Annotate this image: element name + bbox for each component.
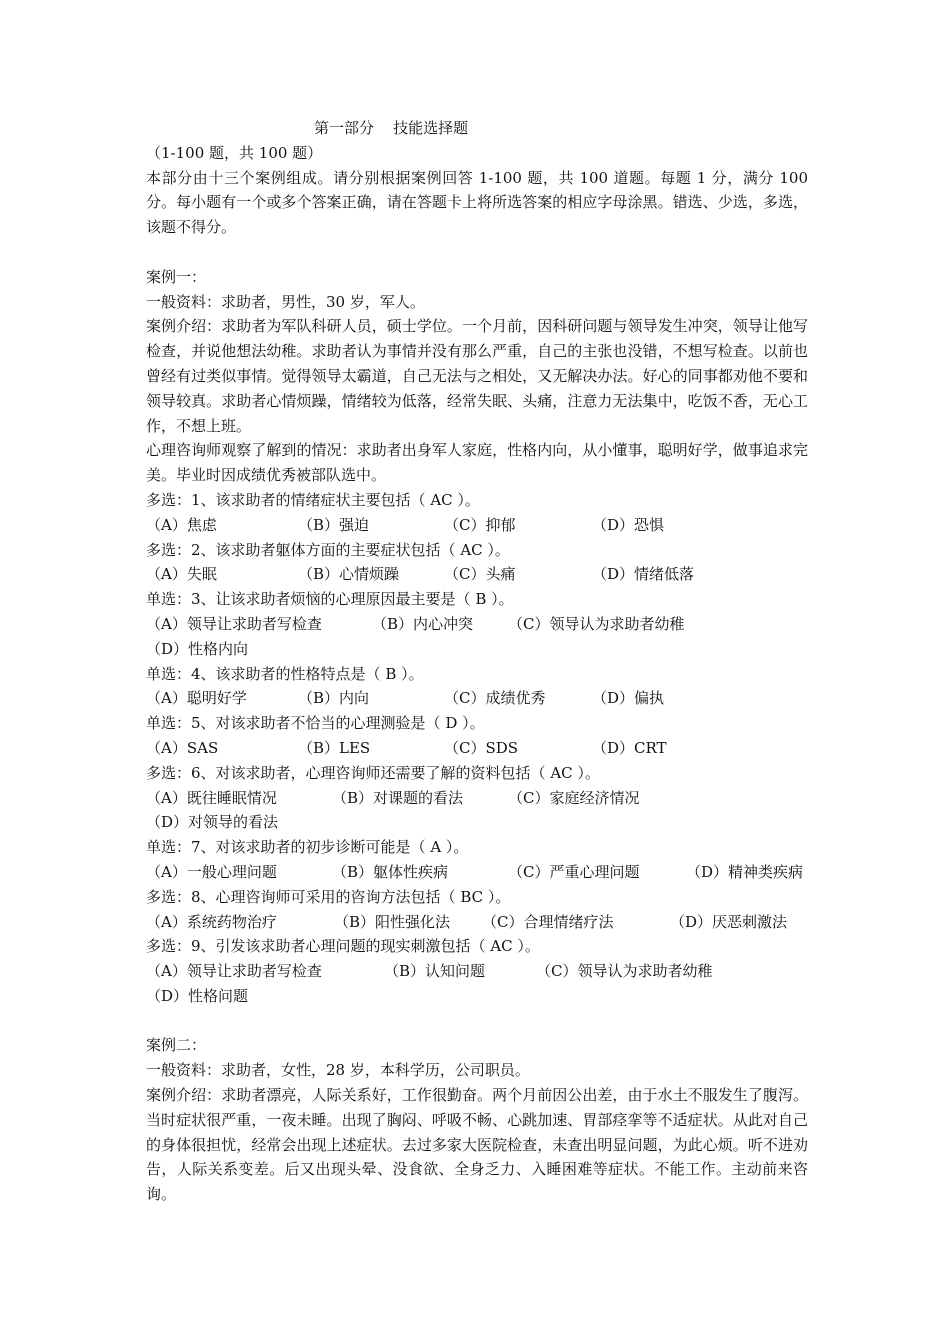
option-d: （D）对领导的看法	[146, 813, 279, 832]
question-9: 多选：9、引发该求助者心理问题的现实刺激包括（ AC ）。	[146, 937, 540, 956]
question-6: 多选：6、对该求助者，心理咨询师还需要了解的资料包括（ AC ）。	[146, 763, 600, 782]
case1-intro: 案例介绍：求助者为军队科研人员，硕士学位。一个月前，因科研问题与领导发生冲突，领导让他写检查，并说他想法幼稚。求助者认为事情并没有那么严重，自己的主张也没错，不想写检查。以前也曾经有过类似事情。觉得领导太霸道，自己无法与之相处，又无解决办法。好心的同事都劝他不要和领导较真。求助者心情烦躁，情绪较为低落，经常失眠、头痛，注意力无法集中，吃饭不香，无心工作，不想上班。	[146, 317, 808, 435]
option-d: （D）恐惧	[592, 515, 665, 534]
question-7: 单选：7、对该求助者的初步诊断可能是（ A ）。	[146, 838, 469, 857]
option-d: （D）厌恶刺激法	[670, 912, 788, 931]
option-b: （B）内向	[298, 689, 370, 708]
option-c: （C）领导认为求助者幼稚	[536, 962, 713, 981]
question-2-options	[146, 562, 808, 587]
option-d: （D）CRT	[592, 738, 667, 757]
question-2: 多选：2、该求助者躯体方面的主要症状包括（ AC ）。	[146, 540, 510, 559]
option-c: （C）家庭经济情况	[508, 788, 640, 807]
question-8-options	[146, 910, 808, 935]
section-intro: 本部分由十三个案例组成。请分别根据案例回答 1-100 题，共 100 道题。每题 1 分，满分 100 分。每小题有一个或多个答案正确，请在答题卡上将所选答案的相应字母涂黑。错选、少选，多选，该题不得分。	[146, 168, 808, 237]
option-c: （C）严重心理问题	[508, 862, 640, 881]
question-7-options	[146, 860, 808, 885]
question-9-options	[146, 959, 808, 984]
option-b: （B）对课题的看法	[332, 788, 464, 807]
question-3-options	[146, 612, 808, 637]
option-a: （A）领导让求助者写检查	[146, 614, 322, 633]
option-a: （A）失眠	[146, 565, 217, 584]
option-a: （A）一般心理问题	[146, 862, 277, 881]
question-6-options	[146, 786, 808, 811]
case2-label: 案例二：	[146, 1036, 207, 1055]
option-d: （D）精神类疾病	[686, 862, 804, 881]
question-4-options	[146, 686, 808, 711]
question-1-options	[146, 513, 808, 538]
option-c: （C）合理情绪疗法	[482, 912, 614, 931]
option-a: （A）聪明好学	[146, 689, 247, 708]
document-page	[146, 116, 808, 1207]
option-b: （B）LES	[298, 738, 371, 757]
option-a: （A）领导让求助者写检查	[146, 962, 322, 981]
option-d: （D）性格问题	[146, 986, 249, 1005]
question-5: 单选：5、对该求助者不恰当的心理测验是（ D ）。	[146, 714, 485, 733]
question-5-options	[146, 736, 808, 761]
option-b: （B）心情烦躁	[298, 565, 400, 584]
option-c: （C）SDS	[444, 738, 519, 757]
question-1: 多选：1、该求助者的情绪症状主要包括（ AC ）。	[146, 490, 480, 509]
option-d: （D）偏执	[592, 689, 665, 708]
option-c: （C）领导认为求助者幼稚	[508, 614, 685, 633]
question-4: 单选：4、该求助者的性格特点是（ B ）。	[146, 664, 424, 683]
option-d: （D）性格内向	[146, 639, 249, 658]
option-b: （B）内心冲突	[372, 614, 474, 633]
section-subtitle: （1-100 题，共 100 题）	[146, 143, 323, 162]
option-b: （B）强迫	[298, 515, 370, 534]
spacer	[146, 1009, 808, 1034]
option-b: （B）认知问题	[384, 962, 486, 981]
option-c: （C）成绩优秀	[444, 689, 546, 708]
case2-general: 一般资料：求助者，女性，28 岁，本科学历，公司职员。	[146, 1061, 530, 1080]
option-a: （A）SAS	[146, 738, 219, 757]
question-8: 多选：8、心理咨询师可采用的咨询方法包括（ BC ）。	[146, 887, 511, 906]
question-3: 单选：3、让该求助者烦恼的心理原因最主要是（ B ）。	[146, 590, 514, 609]
option-b: （B）阳性强化法	[334, 912, 451, 931]
option-a: （A）焦虑	[146, 515, 217, 534]
option-c: （C）抑郁	[444, 515, 516, 534]
case1-general: 一般资料：求助者，男性，30 岁，军人。	[146, 292, 425, 311]
case2-intro: 案例介绍：求助者漂亮，人际关系好，工作很勤奋。两个月前因公出差，由于水土不服发生了腹泻。当时症状很严重，一夜未睡。出现了胸闷、呼吸不畅、心跳加速、胃部痉挛等不适症状。从此对自己的身体很担忧，经常会出现上述症状。去过多家大医院检查，未查出明显问题，为此心烦。听不进劝告，人际关系变差。后又出现头晕、没食欲、全身乏力、入睡困难等症状。不能工作。主动前来咨询。	[146, 1086, 808, 1204]
option-a: （A）系统药物治疗	[146, 912, 277, 931]
option-c: （C）头痛	[444, 565, 516, 584]
option-d: （D）情绪低落	[592, 565, 695, 584]
spacer	[146, 240, 808, 265]
option-b: （B）躯体性疾病	[332, 862, 449, 881]
case1-observation: 心理咨询师观察了解到的情况：求助者出身军人家庭，性格内向，从小懂事，聪明好学，做事追求完美。毕业时因成绩优秀被部队选中。	[146, 441, 808, 485]
case1-label: 案例一：	[146, 267, 207, 286]
section-title: 第一部分 技能选择题	[314, 119, 469, 137]
option-a: （A）既往睡眠情况	[146, 788, 277, 807]
